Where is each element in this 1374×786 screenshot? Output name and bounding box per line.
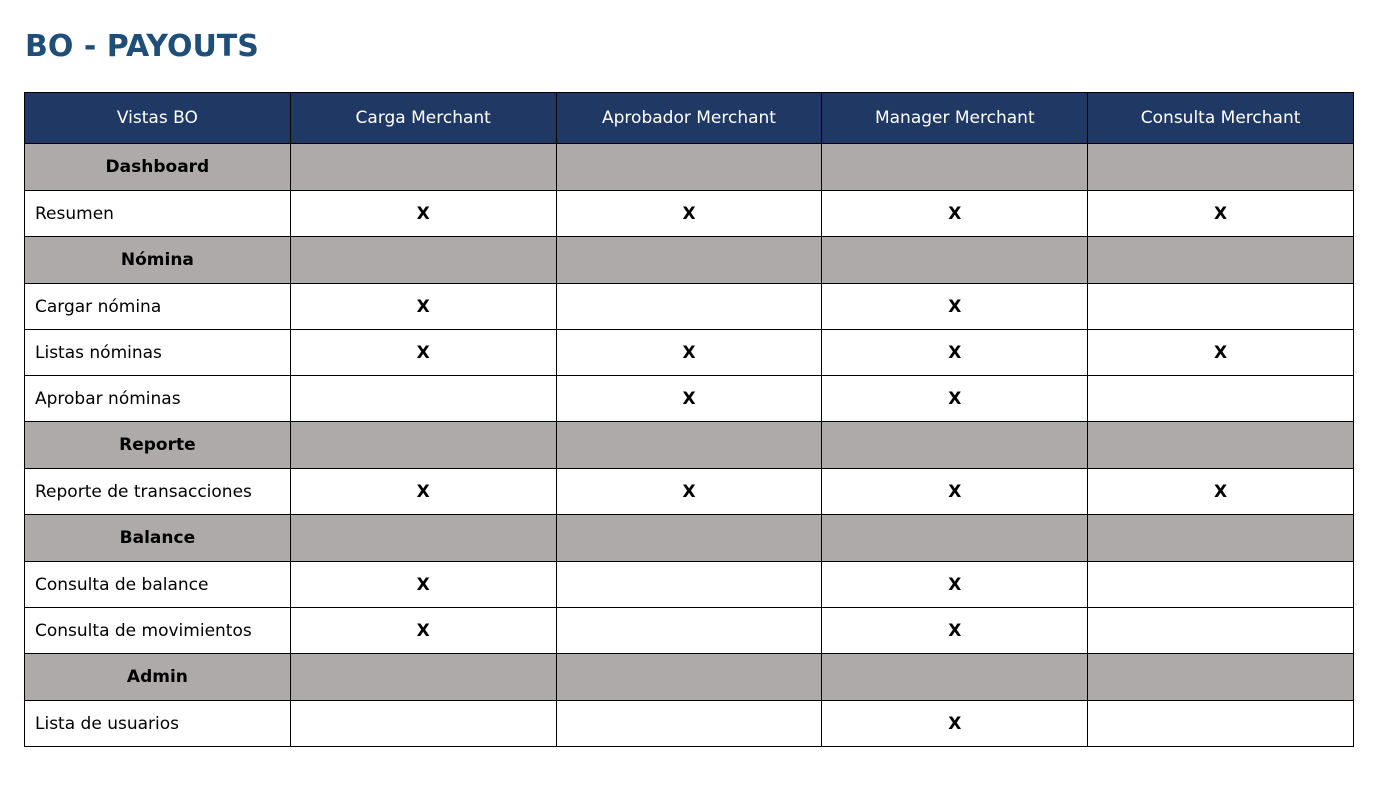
section-cell bbox=[822, 144, 1088, 191]
view-label: Consulta de balance bbox=[25, 562, 291, 608]
section-cell bbox=[290, 422, 556, 469]
header-vistas-bo: Vistas BO bbox=[25, 93, 291, 144]
view-label: Cargar nómina bbox=[25, 284, 291, 330]
permission-cell: X bbox=[822, 701, 1088, 747]
section-row bbox=[25, 654, 1354, 701]
permission-cell: X bbox=[822, 376, 1088, 422]
permission-cell: X bbox=[290, 330, 556, 376]
section-cell bbox=[290, 515, 556, 562]
section-label: Balance bbox=[25, 515, 291, 562]
section-label: Nómina bbox=[25, 237, 291, 284]
table-header bbox=[25, 93, 1354, 144]
permission-cell: X bbox=[822, 562, 1088, 608]
view-label: Reporte de transacciones bbox=[25, 469, 291, 515]
permission-cell: X bbox=[290, 284, 556, 330]
section-cell bbox=[1088, 144, 1354, 191]
permission-cell: X bbox=[556, 330, 822, 376]
permission-cell: X bbox=[290, 608, 556, 654]
permission-cell bbox=[1088, 562, 1354, 608]
permission-cell: X bbox=[556, 376, 822, 422]
permission-cell bbox=[556, 562, 822, 608]
section-row bbox=[25, 237, 1354, 284]
section-label: Dashboard bbox=[25, 144, 291, 191]
permission-cell: X bbox=[822, 330, 1088, 376]
view-label: Listas nóminas bbox=[25, 330, 291, 376]
table-row bbox=[25, 701, 1354, 747]
table-row bbox=[25, 191, 1354, 237]
section-cell bbox=[822, 237, 1088, 284]
section-cell bbox=[822, 515, 1088, 562]
permission-cell: X bbox=[290, 562, 556, 608]
header-consulta-merchant: Consulta Merchant bbox=[1088, 93, 1354, 144]
permission-cell bbox=[290, 376, 556, 422]
section-row bbox=[25, 144, 1354, 191]
permission-cell: X bbox=[1088, 469, 1354, 515]
section-cell bbox=[822, 422, 1088, 469]
section-cell bbox=[556, 422, 822, 469]
table-row bbox=[25, 330, 1354, 376]
permission-cell: X bbox=[1088, 330, 1354, 376]
section-cell bbox=[556, 515, 822, 562]
permission-cell: X bbox=[822, 608, 1088, 654]
permission-cell: X bbox=[556, 191, 822, 237]
section-cell bbox=[556, 654, 822, 701]
permission-cell bbox=[1088, 376, 1354, 422]
table-row bbox=[25, 284, 1354, 330]
section-cell bbox=[556, 144, 822, 191]
permission-cell: X bbox=[1088, 191, 1354, 237]
header-row bbox=[25, 93, 1354, 144]
section-cell bbox=[290, 144, 556, 191]
permission-cell bbox=[290, 701, 556, 747]
section-label: Admin bbox=[25, 654, 291, 701]
table-row bbox=[25, 562, 1354, 608]
section-cell bbox=[1088, 422, 1354, 469]
permission-cell: X bbox=[290, 191, 556, 237]
view-label: Lista de usuarios bbox=[25, 701, 291, 747]
section-cell bbox=[1088, 654, 1354, 701]
permission-cell bbox=[556, 284, 822, 330]
table-row bbox=[25, 469, 1354, 515]
section-cell bbox=[822, 654, 1088, 701]
header-manager-merchant: Manager Merchant bbox=[822, 93, 1088, 144]
permission-cell bbox=[1088, 284, 1354, 330]
table-row bbox=[25, 376, 1354, 422]
permission-cell bbox=[556, 701, 822, 747]
section-row bbox=[25, 515, 1354, 562]
section-cell bbox=[1088, 237, 1354, 284]
header-aprobador-merchant: Aprobador Merchant bbox=[556, 93, 822, 144]
page-title: BO - PAYOUTS bbox=[25, 29, 259, 64]
permission-cell: X bbox=[822, 191, 1088, 237]
permission-cell: X bbox=[822, 284, 1088, 330]
header-carga-merchant: Carga Merchant bbox=[290, 93, 556, 144]
section-label: Reporte bbox=[25, 422, 291, 469]
view-label: Consulta de movimientos bbox=[25, 608, 291, 654]
permission-cell bbox=[1088, 608, 1354, 654]
permission-cell bbox=[1088, 701, 1354, 747]
section-cell bbox=[290, 237, 556, 284]
section-cell bbox=[1088, 515, 1354, 562]
section-row bbox=[25, 422, 1354, 469]
permissions-table bbox=[24, 92, 1354, 747]
permission-cell bbox=[556, 608, 822, 654]
view-label: Resumen bbox=[25, 191, 291, 237]
permission-cell: X bbox=[290, 469, 556, 515]
table-row bbox=[25, 608, 1354, 654]
view-label: Aprobar nóminas bbox=[25, 376, 291, 422]
section-cell bbox=[556, 237, 822, 284]
table-body bbox=[25, 144, 1354, 747]
section-cell bbox=[290, 654, 556, 701]
permission-cell: X bbox=[556, 469, 822, 515]
permission-cell: X bbox=[822, 469, 1088, 515]
